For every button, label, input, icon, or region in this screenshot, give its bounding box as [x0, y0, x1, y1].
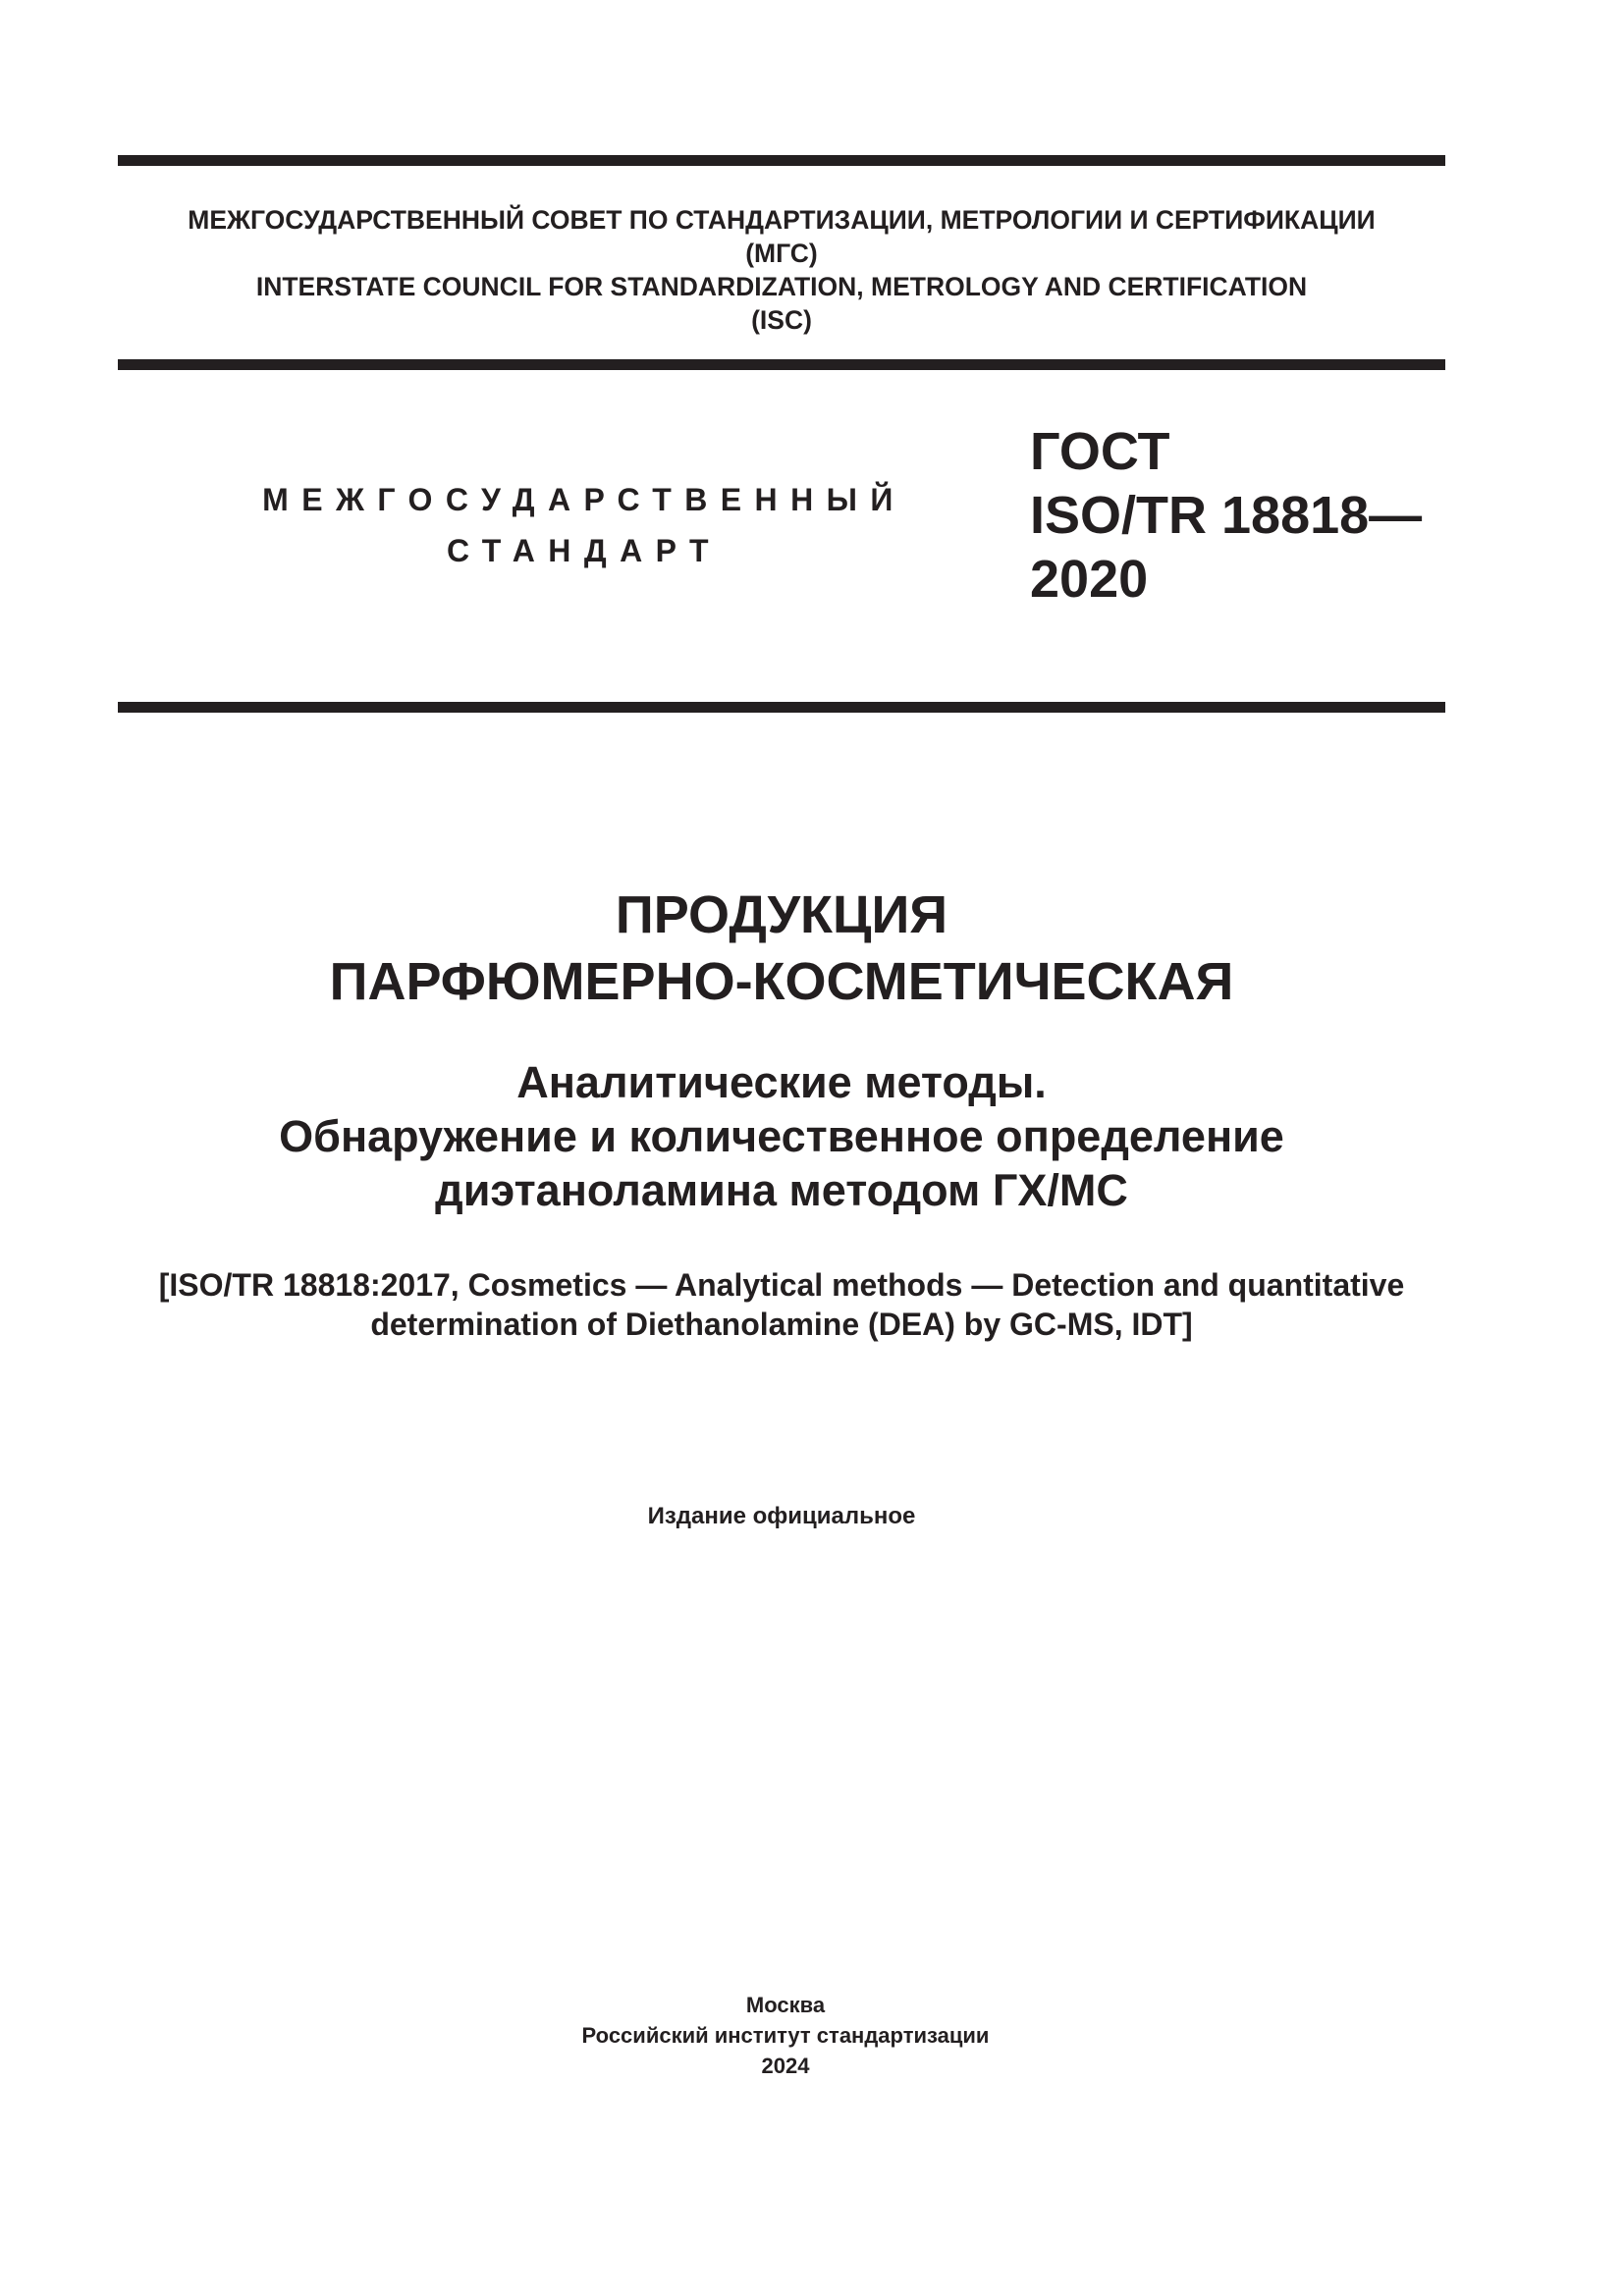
- subtitle-line-1: Аналитические методы.: [516, 1057, 1047, 1107]
- imprint: [393, 1990, 1178, 2081]
- title-line-2: ПАРФЮМЕРНО-КОСМЕТИЧЕСКАЯ: [329, 952, 1234, 1011]
- edition-label: Издание официальное: [647, 1503, 916, 1529]
- imprint-year: 2024: [761, 2054, 810, 2078]
- council-abbr-en: (ISC): [751, 305, 812, 335]
- designation-line-1: ГОСТ: [1030, 422, 1170, 481]
- middle-rule: [118, 359, 1445, 370]
- designation-line-2: ISO/TR 18818—: [1030, 486, 1423, 545]
- council-header: [118, 203, 1445, 337]
- designation-line-3: 2020: [1030, 550, 1149, 609]
- subtitle-line-3: диэтаноламина методом ГХ/МС: [435, 1165, 1128, 1215]
- council-abbr-ru: (МГС): [745, 239, 818, 268]
- english-title: [118, 1265, 1445, 1344]
- english-title-line-1: [ISO/TR 18818:2017, Cosmetics — Analytical methods — Detection and quantitative: [158, 1267, 1405, 1303]
- bottom-rule: [118, 702, 1445, 713]
- standard-kind: [226, 474, 943, 576]
- imprint-publisher: Российский институт стандартизации: [581, 2023, 990, 2048]
- standard-kind-line-1: МЕЖГОСУДАРСТВЕННЫЙ: [262, 482, 906, 517]
- title-line-1: ПРОДУКЦИЯ: [615, 885, 948, 944]
- standard-designation: [1030, 420, 1422, 612]
- imprint-city: Москва: [745, 1993, 826, 2017]
- top-rule: [118, 155, 1445, 166]
- council-name-ru: МЕЖГОСУДАРСТВЕННЫЙ СОВЕТ ПО СТАНДАРТИЗАЦИИ, МЕТРОЛОГИИ И СЕРТИФИКАЦИИ: [188, 205, 1376, 235]
- subtitle-line-2: Обнаружение и количественное определение: [279, 1111, 1284, 1161]
- document-title: [118, 881, 1445, 1015]
- council-name-en: INTERSTATE COUNCIL FOR STANDARDIZATION, METROLOGY AND CERTIFICATION: [255, 272, 1308, 301]
- english-title-line-2: determination of Diethanolamine (DEA) by GC-MS, IDT]: [370, 1307, 1193, 1342]
- standard-kind-line-2: СТАНДАРТ: [447, 533, 722, 568]
- document-subtitle: [118, 1055, 1445, 1217]
